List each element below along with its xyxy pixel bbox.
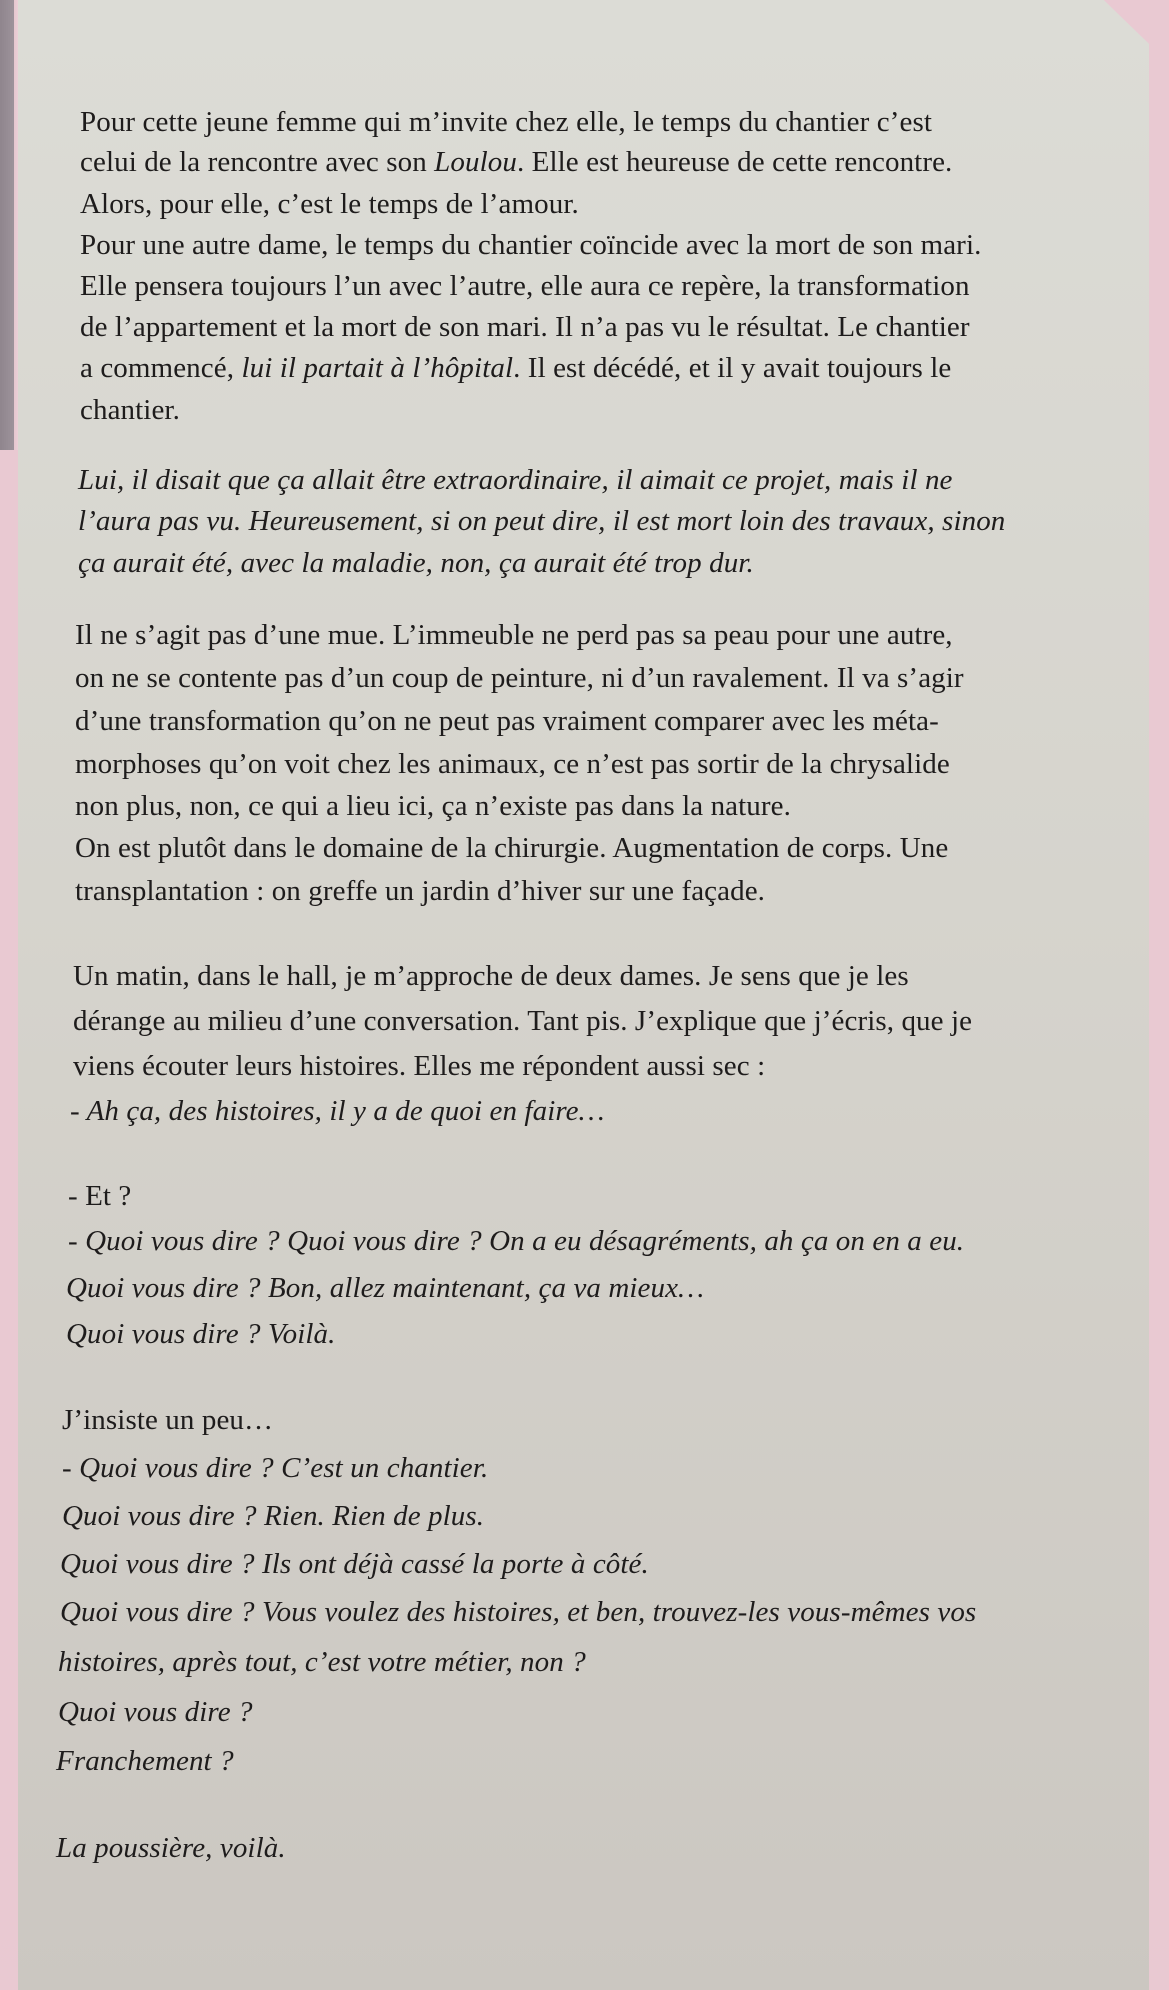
text-line: Elle pensera toujours l’un avec l’autre, elle aura ce repère, la transformation xyxy=(80,270,970,302)
text-line: chantier. xyxy=(80,394,180,426)
italic-line: Quoi vous dire ? Ils ont déjà cassé la porte à côté. xyxy=(60,1548,649,1580)
text-line xyxy=(80,350,951,386)
italic-line: - Quoi vous dire ? Quoi vous dire ? On a eu désagréments, ah ça on en a eu. xyxy=(68,1225,965,1257)
italic-line: ça aurait été, avec la maladie, non, ça aurait été trop dur. xyxy=(78,547,754,579)
text-line: transplantation : on greffe un jardin d’hiver sur une façade. xyxy=(75,875,766,907)
italic-line: Quoi vous dire ? xyxy=(58,1696,253,1728)
italic-line: l’aura pas vu. Heureusement, si on peut dire, il est mort loin des travaux, sinon xyxy=(78,505,1006,537)
italic-quote: lui il partait à l’hôpital xyxy=(241,352,514,384)
text-span: . Il est décédé, et il y avait toujours le xyxy=(513,352,952,384)
text-span: a commencé, xyxy=(80,352,242,384)
text-line: viens écouter leurs histoires. Elles me répondent aussi sec : xyxy=(73,1050,766,1082)
text-line: Alors, pour elle, c’est le temps de l’amour. xyxy=(80,188,579,220)
text-line: Pour cette jeune femme qui m’invite chez elle, le temps du chantier c’est xyxy=(80,106,932,138)
text-line: non plus, non, ce qui a lieu ici, ça n’existe pas dans la nature. xyxy=(75,790,791,822)
text-line: J’insiste un peu… xyxy=(62,1404,274,1436)
italic-line: Franchement ? xyxy=(56,1745,234,1777)
text-line: on ne se contente pas d’un coup de peinture, ni d’un ravalement. Il va s’agir xyxy=(75,662,964,694)
italic-line: histoires, après tout, c’est votre métier, non ? xyxy=(58,1646,586,1678)
italic-line: Quoi vous dire ? Rien. Rien de plus. xyxy=(62,1500,485,1532)
text-line: On est plutôt dans le domaine de la chirurgie. Augmentation de corps. Une xyxy=(75,832,949,864)
text-line: d’une transformation qu’on ne peut pas vraiment comparer avec les méta- xyxy=(75,705,939,737)
italic-line: Lui, il disait que ça allait être extraordinaire, il aimait ce projet, mais il ne xyxy=(78,464,953,496)
italic-line: La poussière, voilà. xyxy=(56,1832,286,1864)
text-span: celui de la rencontre avec son xyxy=(80,146,435,178)
italic-line: - Ah ça, des histoires, il y a de quoi en faire… xyxy=(70,1095,605,1127)
italic-line: Quoi vous dire ? Voilà. xyxy=(66,1318,336,1350)
text-line: morphoses qu’on voit chez les animaux, ce n’est pas sortir de la chrysalide xyxy=(75,748,950,780)
italic-name: Loulou xyxy=(434,146,517,178)
italic-line: Quoi vous dire ? Bon, allez maintenant, ça va mieux… xyxy=(66,1272,704,1304)
text-line: de l’appartement et la mort de son mari. Il n’a pas vu le résultat. Le chantier xyxy=(80,311,970,343)
text-line: Pour une autre dame, le temps du chantier coïncide avec la mort de son mari. xyxy=(80,229,982,261)
italic-line: - Quoi vous dire ? C’est un chantier. xyxy=(62,1452,489,1484)
text-line xyxy=(80,144,952,180)
italic-line: Quoi vous dire ? Vous voulez des histoires, et ben, trouvez-les vous-mêmes vos xyxy=(60,1596,977,1628)
text-span: . Elle est heureuse de cette rencontre. xyxy=(516,146,953,178)
text-line: Il ne s’agit pas d’une mue. L’immeuble ne perd pas sa peau pour une autre, xyxy=(75,619,953,651)
text-line: Un matin, dans le hall, je m’approche de deux dames. Je sens que je les xyxy=(73,960,909,992)
text-line: dérange au milieu d’une conversation. Tant pis. J’explique que j’écris, que je xyxy=(73,1005,973,1037)
text-line: - Et ? xyxy=(68,1180,132,1212)
